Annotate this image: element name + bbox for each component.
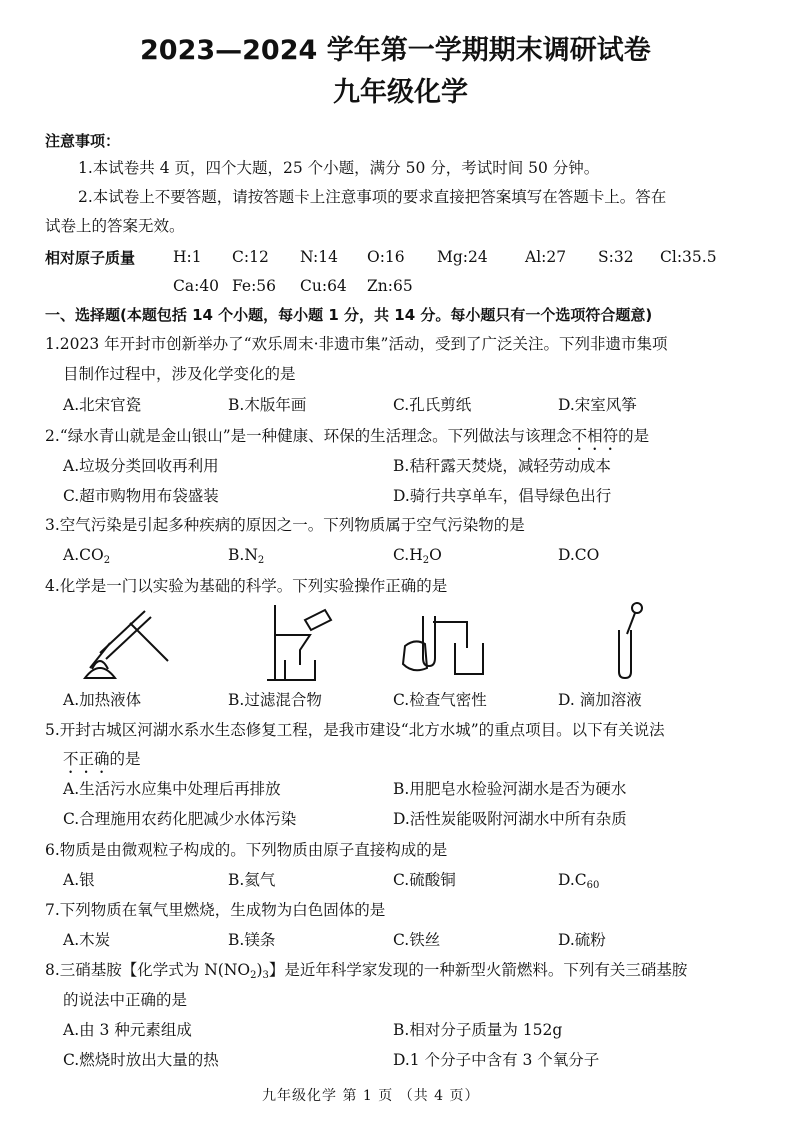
q3-option-b-text: B.N: [228, 546, 258, 564]
q3-option-d: D.CO: [558, 546, 600, 564]
exam-title: 2023—2024 学年第一学期期末调研试卷: [140, 35, 651, 66]
airtightness-check-figure: [395, 608, 495, 683]
atomic-mass-mg: Mg:24: [437, 248, 488, 266]
question-2: [45, 426, 649, 454]
atomic-mass-cu: Cu:64: [300, 277, 347, 295]
q5-option-b: B.用肥皂水检验河湖水是否为硬水: [393, 780, 627, 798]
q8-text: 8.三硝基胺【化学式为 N(NO: [45, 961, 251, 979]
q3-option-b-sub: 2: [257, 555, 265, 566]
heating-liquid-figure: [70, 603, 180, 683]
q5-option-d: D.活性炭能吸附河湖水中所有杂质: [393, 810, 627, 828]
question-8: [45, 960, 687, 986]
atomic-mass-c: C:12: [232, 248, 269, 266]
q7-option-b: B.镁条: [228, 931, 276, 949]
q6-option-a: A.银: [63, 871, 95, 889]
filtration-figure: [265, 600, 345, 685]
subject-title: 九年级化学: [333, 77, 468, 108]
q1-option-d: D.宋室风筝: [558, 396, 637, 414]
q5-emphasis: 不正确: [63, 750, 110, 768]
q3-option-a: [63, 545, 110, 571]
q3-option-c-sub: 2: [422, 555, 430, 566]
question-1: 1.2023 年开封市创新举办了“欢乐周末·非遗市集”活动，受到了广泛关注。下列非遗市集项: [45, 335, 668, 353]
q6-option-d-text: D.C: [558, 871, 587, 889]
notice-item-2-cont: 试卷上的答案无效。: [45, 217, 185, 235]
atomic-mass-ca: Ca:40: [173, 277, 220, 295]
q7-option-d: D.硫粉: [558, 931, 606, 949]
q8-sub-1: 2: [250, 970, 257, 981]
q6-option-d-sub: 60: [586, 880, 600, 891]
q8-option-c: C.燃烧时放出大量的热: [63, 1051, 219, 1069]
question-6: 6.物质是由微观粒子构成的。下列物质由原子直接构成的是: [45, 841, 448, 859]
q4-option-a: A.加热液体: [63, 691, 142, 709]
q8-text-mid: ): [256, 961, 263, 979]
notice-item-1: 1.本试卷共 4 页，四个大题，25 个小题，满分 50 分，考试时间 50 分钟。: [78, 159, 600, 177]
q2-option-d: D.骑行共享单车，倡导绿色出行: [393, 487, 612, 505]
question-3: 3.空气污染是引起多种疾病的原因之一。下列物质属于空气污染物的是: [45, 516, 525, 534]
q2-text: 2.“绿水青山就是金山银山”是一种健康、环保的生活理念。下列做法与该理念: [45, 427, 572, 445]
q1-option-a: A.北宋官瓷: [63, 396, 142, 414]
atomic-mass-zn: Zn:65: [367, 277, 413, 295]
q2-text-end: 的是: [618, 427, 650, 445]
q6-option-b: B.氦气: [228, 871, 276, 889]
notice-heading: 注意事项：: [45, 132, 121, 150]
dropping-solution-figure: [605, 600, 655, 685]
section-1-heading: 一、选择题(本题包括 14 个小题，每小题 1 分，共 14 分。每小题只有一个选项符合题意): [45, 306, 653, 324]
q4-option-b: B.过滤混合物: [228, 691, 322, 709]
atomic-mass-fe: Fe:56: [232, 277, 277, 295]
atomic-mass-cl: Cl:35.5: [660, 248, 717, 266]
atomic-mass-n: N:14: [300, 248, 338, 266]
q6-option-c: C.硫酸铜: [393, 871, 456, 889]
question-4: 4.化学是一门以实验为基础的科学。下列实验操作正确的是: [45, 577, 448, 595]
q4-option-c: C.检查气密性: [393, 691, 487, 709]
notice-item-2: 2.本试卷上不要答题，请按答题卡上注意事项的要求直接把答案填写在答题卡上。答在: [78, 188, 667, 206]
q2-option-c: C.超市购物用布袋盛装: [63, 487, 219, 505]
question-5: 5.开封古城区河湖水系水生态修复工程，是我市建设“北方水城”的重点项目。以下有关说法: [45, 721, 665, 739]
q3-option-c-text-end: O: [429, 546, 442, 564]
question-7: 7.下列物质在氧气里燃烧，生成物为白色固体的是: [45, 901, 386, 919]
q2-emphasis: 不相符: [571, 427, 619, 445]
q3-option-c: [393, 545, 442, 571]
q1-option-b: B.木版年画: [228, 396, 307, 414]
q3-option-b: [228, 545, 264, 571]
q1-option-c: C.孔氏剪纸: [393, 396, 472, 414]
q3-option-a-text: A.CO: [63, 546, 104, 564]
q8-option-a: A.由 3 种元素组成: [63, 1021, 192, 1039]
q7-option-c: C.铁丝: [393, 931, 441, 949]
q3-option-a-sub: 2: [103, 555, 111, 566]
atomic-mass-h: H:1: [173, 248, 202, 266]
atomic-mass-o: O:16: [367, 248, 405, 266]
q5-option-c: C.合理施用农药化肥减少水体污染: [63, 810, 297, 828]
atomic-mass-label: 相对原子质量: [45, 249, 136, 267]
atomic-mass-s: S:32: [598, 248, 634, 266]
q5-option-a: A.生活污水应集中处理后再排放: [63, 780, 281, 798]
q8-option-b: B.相对分子质量为 152g: [393, 1021, 563, 1039]
q7-option-a: A.木炭: [63, 931, 111, 949]
question-1-cont: 目制作过程中，涉及化学变化的是: [63, 365, 296, 383]
q8-sub-2: 3: [262, 970, 269, 981]
q2-option-a: A.垃圾分类回收再利用: [63, 457, 219, 475]
question-5-cont: [63, 749, 141, 777]
q8-option-d: D.1 个分子中含有 3 个氧分子: [393, 1051, 600, 1069]
q6-option-d: [558, 870, 599, 896]
q5-text-end: 的是: [109, 750, 141, 768]
atomic-mass-al: Al:27: [525, 248, 567, 266]
question-8-cont: 的说法中正确的是: [63, 991, 188, 1009]
q3-option-c-text: C.H: [393, 546, 423, 564]
q2-option-b: B.秸秆露天焚烧，减轻劳动成本: [393, 457, 611, 475]
page-footer: 九年级化学 第 1 页 （共 4 页）: [262, 1088, 480, 1104]
q4-option-d: D. 滴加溶液: [558, 691, 642, 709]
q8-text-end: 】是近年科学家发现的一种新型火箭燃料。下列有关三硝基胺: [268, 961, 688, 979]
